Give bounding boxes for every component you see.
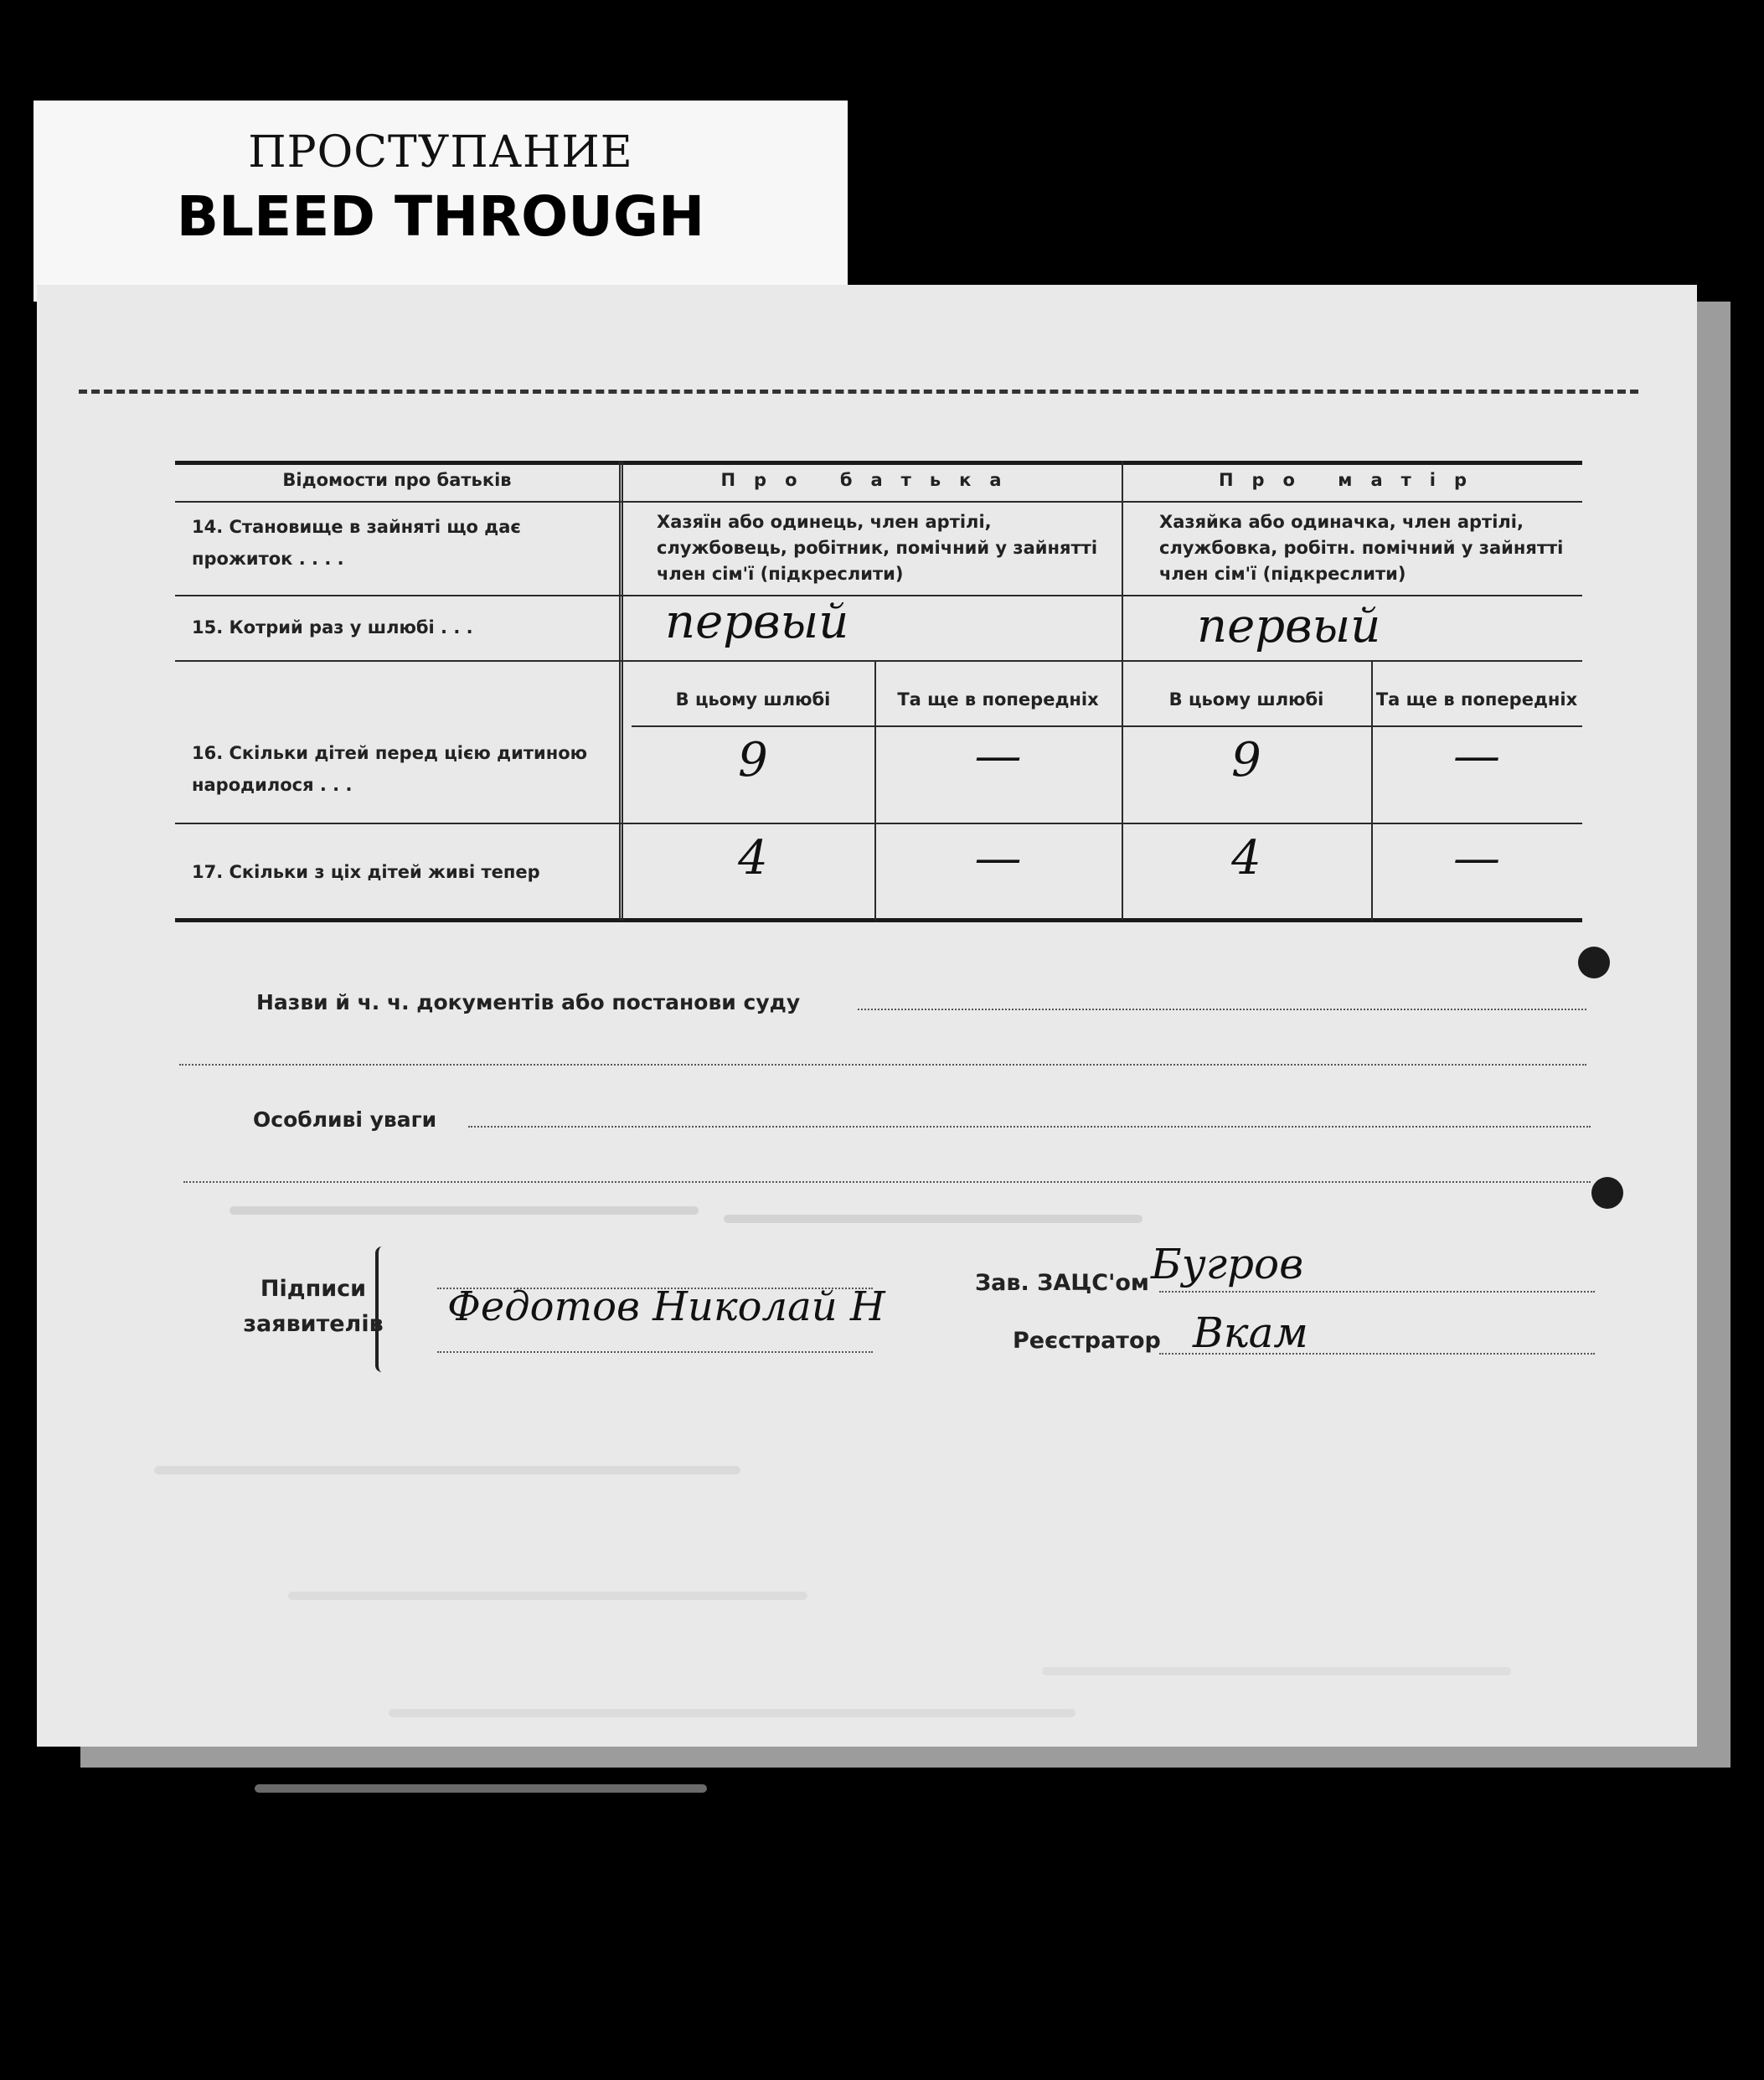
bleed-mark — [724, 1215, 1142, 1223]
bleed-mark — [230, 1206, 699, 1215]
row15-father-value: первый — [665, 595, 849, 649]
subheader-mother-prev: Та ще в попередніх — [1375, 689, 1578, 710]
row17-father-prev: — — [974, 831, 1022, 885]
subheader-father-prev: Та ще в попередніх — [897, 689, 1099, 710]
binding-hole — [1578, 947, 1610, 978]
documents-fill-line — [858, 1009, 1586, 1010]
notes-fill-line — [468, 1126, 1591, 1128]
row15-mother-value: первый — [1197, 599, 1381, 653]
label-ru: ПРОСТУПАНИЕ — [248, 127, 633, 178]
bleed-mark — [288, 1592, 807, 1600]
row14-mother-options: Хазяйка або одиначка, член артілі, службовка, робітн. помічний у зайнятті член сім'ї (підкреслити) — [1159, 512, 1564, 584]
notes-label: Особливі уваги — [253, 1107, 437, 1132]
row16-mother-prev: — — [1453, 729, 1500, 783]
header-parents-info: Відомости про батьків — [282, 470, 512, 490]
bleed-mark — [154, 1466, 740, 1474]
row16-mother-this: 9 — [1231, 733, 1261, 787]
table-rule — [175, 501, 1582, 503]
registrar-label: Реєстратор — [1013, 1328, 1161, 1354]
bleed-mark — [389, 1709, 1075, 1717]
row14-label: 14. Становище в зайняті що дає прожиток . . . . — [192, 517, 521, 569]
table-rule — [175, 595, 1582, 596]
applicant-signature: Федотов Николай Н — [447, 1283, 885, 1330]
head-signature: Бугров — [1151, 1240, 1304, 1288]
row15-label: 15. Котрий раз у шлюбі . . . — [192, 617, 473, 637]
row16-label: 16. Скільки дітей перед цією дитиною народилося . . . — [192, 743, 588, 795]
bleed-mark — [255, 1784, 707, 1793]
label-en: BLEED THROUGH — [176, 184, 705, 249]
row16-father-prev: — — [974, 729, 1022, 783]
applicants-label-line2: заявителів — [243, 1311, 384, 1337]
documents-label: Назви й ч. ч. документів або постанови суду — [256, 990, 801, 1014]
row16-father-this: 9 — [738, 733, 768, 787]
row17-mother-this: 4 — [1231, 831, 1261, 885]
row17-label: 17. Скільки з ціх дітей живі тепер — [192, 862, 540, 882]
head-signature-line — [1159, 1291, 1595, 1293]
subheader-mother-this: В цьому шлюбі — [1168, 689, 1324, 710]
document-sheet — [37, 285, 1697, 1747]
header-mother: Про матір — [1218, 470, 1486, 490]
applicants-label-line1: Підписи — [260, 1276, 367, 1302]
table-col-rule — [619, 461, 623, 921]
head-label: Зав. ЗАЦС'ом — [975, 1270, 1149, 1296]
applicant-signature-line — [437, 1288, 873, 1289]
perforation-line — [79, 390, 1638, 394]
binding-hole — [1591, 1177, 1623, 1209]
applicant-signature-line-2 — [437, 1351, 873, 1353]
row17-father-this: 4 — [738, 831, 768, 885]
registrar-signature-line — [1159, 1353, 1595, 1355]
table-rule — [632, 725, 1582, 727]
row14-father-options: Хазяїн або одинець, член артілі, службовець, робітник, помічний у зайнятті член сім'ї (підкреслити) — [657, 512, 1098, 584]
bleed-through-label-card — [34, 101, 848, 302]
applicants-brace — [375, 1246, 395, 1372]
notes-fill-line-2 — [183, 1181, 1591, 1183]
header-father: Про батька — [720, 470, 1020, 490]
documents-fill-line-2 — [179, 1064, 1586, 1066]
bleed-mark — [1042, 1667, 1511, 1675]
row17-mother-prev: — — [1453, 831, 1500, 885]
subheader-father-this: В цьому шлюбі — [675, 689, 831, 710]
parents-table — [175, 461, 1582, 921]
registrar-signature: Вкам — [1193, 1308, 1308, 1357]
